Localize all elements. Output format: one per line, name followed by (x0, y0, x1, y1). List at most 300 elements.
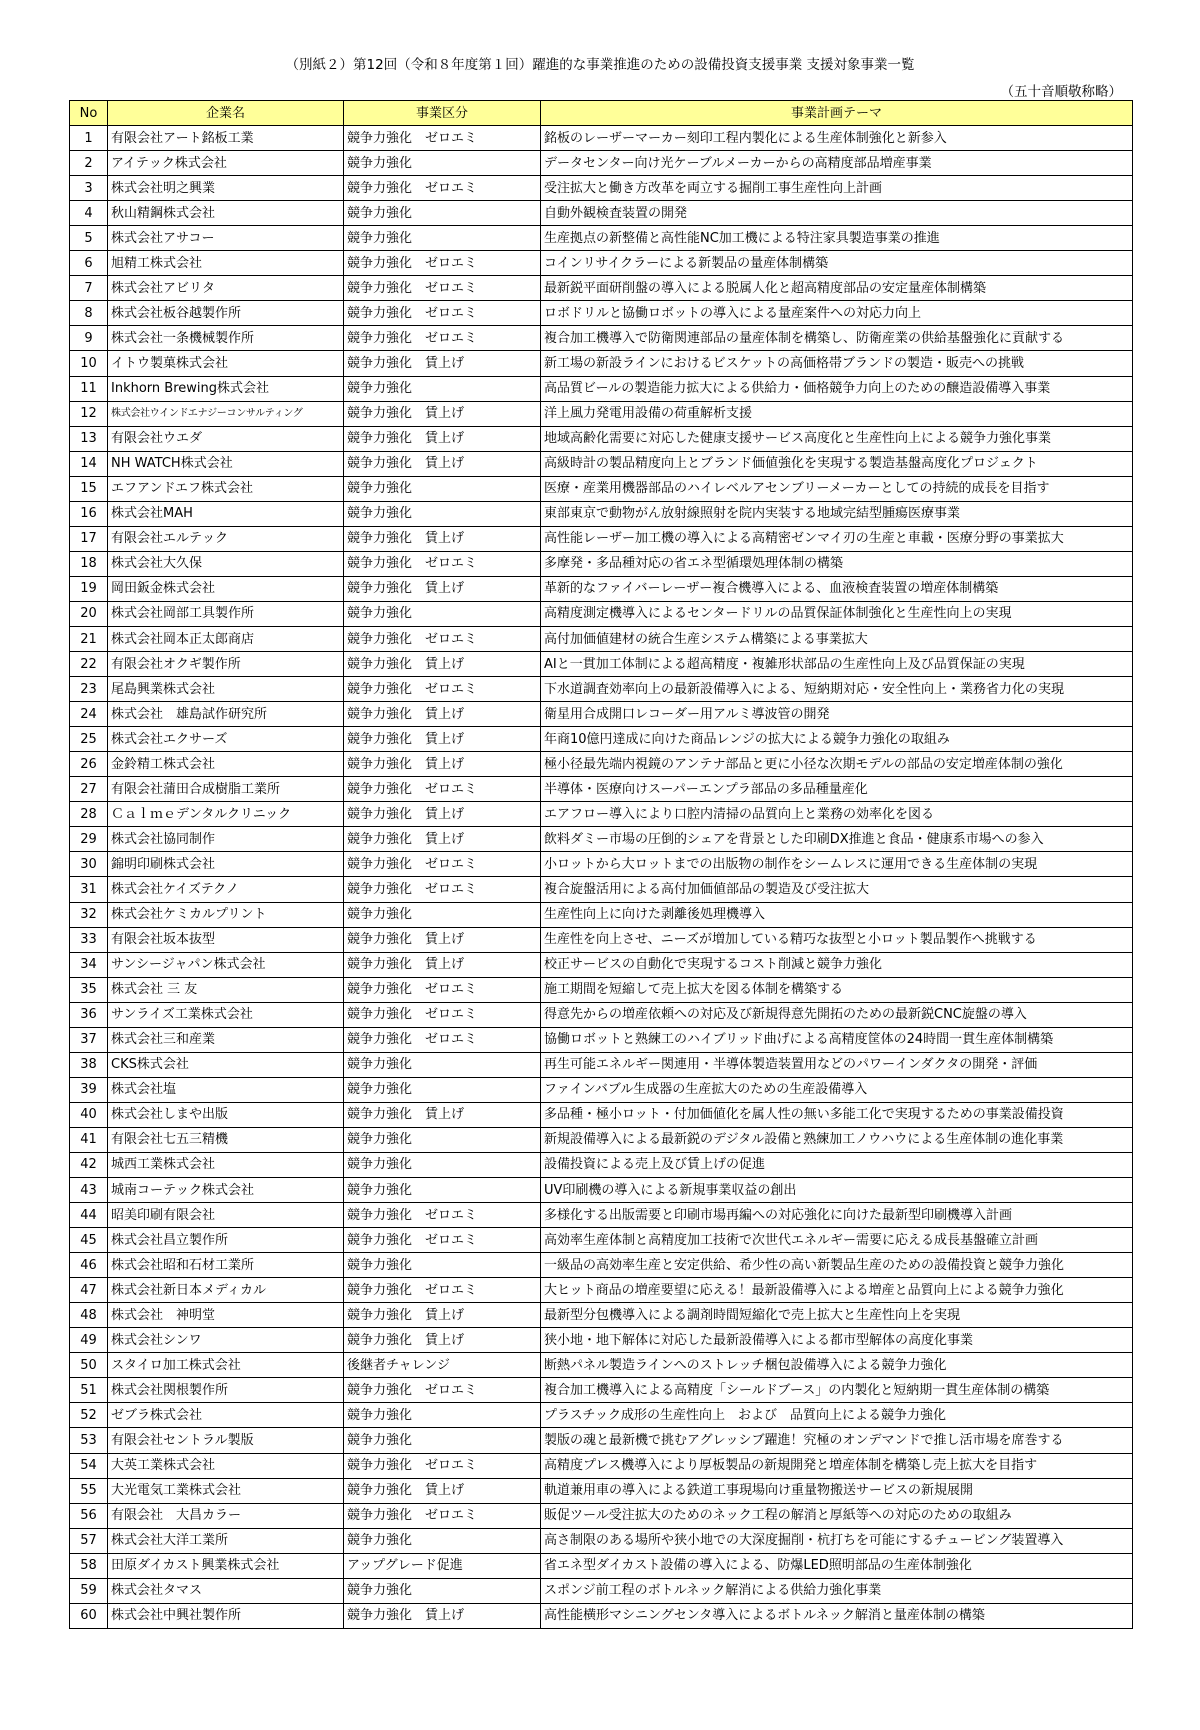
cell-theme: 多様化する出版需要と印刷市場再編への対応強化に向けた最新型印刷機導入計画 (541, 1203, 1133, 1228)
cell-theme: 受注拡大と働き方改革を両立する掘削工事生産性向上計画 (541, 176, 1133, 201)
cell-no: 32 (70, 902, 108, 927)
cell-theme: 高付加価値建材の統合生産システム構築による事業拡大 (541, 626, 1133, 651)
table-row (70, 1428, 1133, 1453)
cell-category: 競争力強化 賃上げ (344, 802, 541, 827)
cell-no: 48 (70, 1303, 108, 1328)
cell-theme: ロボドリルと協働ロボットの導入による量産案件への対応力向上 (541, 301, 1133, 326)
cell-no: 4 (70, 201, 108, 226)
cell-no: 15 (70, 476, 108, 501)
table-row (70, 802, 1133, 827)
cell-company: 株式会社昭和石材工業所 (108, 1253, 344, 1278)
cell-theme: 大ヒット商品の増産要望に応える！最新設備導入による増産と品質向上による競争力強化 (541, 1278, 1133, 1303)
table-row (70, 426, 1133, 451)
cell-category: 競争力強化 (344, 151, 541, 176)
table-row (70, 326, 1133, 351)
cell-category: 競争力強化 (344, 1052, 541, 1077)
cell-company: 大光電気工業株式会社 (108, 1478, 344, 1503)
cell-category: 競争力強化 (344, 1428, 541, 1453)
cell-theme: 複合加工機導入で防衛関連部品の量産体制を構築し、防衛産業の供給基盤強化に貢献する (541, 326, 1133, 351)
cell-theme: 省エネ型ダイカスト設備の導入による、防爆LED照明部品の生産体制強化 (541, 1553, 1133, 1578)
cell-no: 2 (70, 151, 108, 176)
cell-category: 競争力強化 (344, 226, 541, 251)
cell-category: 競争力強化 賃上げ (344, 1603, 541, 1628)
cell-category: 競争力強化 ゼロエミ (344, 551, 541, 576)
table-row (70, 476, 1133, 501)
cell-category: 競争力強化 賃上げ (344, 827, 541, 852)
table-row (70, 451, 1133, 476)
table-row (70, 827, 1133, 852)
cell-category: 競争力強化 ゼロエミ (344, 126, 541, 151)
cell-theme: 軌道兼用車の導入による鉄道工事現場向け重量物搬送サービスの新規展開 (541, 1478, 1133, 1503)
cell-company: 株式会社ケイズテクノ (108, 877, 344, 902)
cell-company: 有限会社蒲田合成樹脂工業所 (108, 777, 344, 802)
cell-no: 35 (70, 977, 108, 1002)
cell-company: Ｃａｌｍｅデンタルクリニック (108, 802, 344, 827)
table-row (70, 1127, 1133, 1152)
cell-category: 競争力強化 (344, 1528, 541, 1553)
cell-category: 競争力強化 ゼロエミ (344, 777, 541, 802)
cell-no: 27 (70, 777, 108, 802)
cell-no: 45 (70, 1228, 108, 1253)
cell-theme: プラスチック成形の生産性向上 および 品質向上による競争力強化 (541, 1403, 1133, 1428)
cell-category: 競争力強化 ゼロエミ (344, 176, 541, 201)
table-row (70, 626, 1133, 651)
table-row (70, 902, 1133, 927)
cell-theme: スポンジ前工程のボトルネック解消による供給力強化事業 (541, 1578, 1133, 1603)
cell-no: 24 (70, 702, 108, 727)
cell-theme: UV印刷機の導入による新規事業収益の創出 (541, 1178, 1133, 1203)
cell-category: 競争力強化 ゼロエミ (344, 626, 541, 651)
cell-company: 有限会社坂本抜型 (108, 927, 344, 952)
cell-category: 競争力強化 ゼロエミ (344, 877, 541, 902)
cell-theme: 最新鋭平面研削盤の導入による脱属人化と超高精度部品の安定量産体制構築 (541, 276, 1133, 301)
cell-no: 12 (70, 401, 108, 426)
cell-category: 競争力強化 ゼロエミ (344, 276, 541, 301)
table-row (70, 877, 1133, 902)
cell-company: サンライズ工業株式会社 (108, 1002, 344, 1027)
cell-category: 競争力強化 (344, 1077, 541, 1102)
cell-category: 競争力強化 ゼロエミ (344, 326, 541, 351)
cell-category: 競争力強化 ゼロエミ (344, 1002, 541, 1027)
cell-category: 競争力強化 (344, 1253, 541, 1278)
cell-category: 競争力強化 (344, 201, 541, 226)
cell-category: 競争力強化 賃上げ (344, 952, 541, 977)
cell-no: 36 (70, 1002, 108, 1027)
cell-company: 株式会社塩 (108, 1077, 344, 1102)
cell-theme: 多品種・極小ロット・付加価値化を属人性の無い多能工化で実現するための事業設備投資 (541, 1102, 1133, 1127)
cell-category: 競争力強化 賃上げ (344, 401, 541, 426)
table-row (70, 151, 1133, 176)
cell-category: アップグレード促進 (344, 1553, 541, 1578)
cell-category: 競争力強化 賃上げ (344, 1328, 541, 1353)
cell-no: 9 (70, 326, 108, 351)
cell-no: 1 (70, 126, 108, 151)
cell-theme: 東部東京で動物がん放射線照射を院内実装する地域完結型腫瘍医療事業 (541, 501, 1133, 526)
cell-no: 28 (70, 802, 108, 827)
cell-category: 競争力強化 (344, 1152, 541, 1177)
table-row (70, 1453, 1133, 1478)
cell-no: 41 (70, 1127, 108, 1152)
table-row (70, 652, 1133, 677)
cell-company: 有限会社アート銘板工業 (108, 126, 344, 151)
cell-no: 8 (70, 301, 108, 326)
table-row (70, 301, 1133, 326)
table-row (70, 1603, 1133, 1628)
cell-company: 有限会社セントラル製版 (108, 1428, 344, 1453)
cell-theme: 極小径最先端内視鏡のアンテナ部品と更に小径な次期モデルの部品の安定増産体制の強化 (541, 752, 1133, 777)
cell-category: 競争力強化 (344, 376, 541, 401)
cell-company: スタイロ加工株式会社 (108, 1353, 344, 1378)
cell-no: 25 (70, 727, 108, 752)
cell-no: 17 (70, 526, 108, 551)
cell-company: 株式会社大久保 (108, 551, 344, 576)
cell-theme: 高性能レーザー加工機の導入による高精密ゼンマイ刃の生産と車載・医療分野の事業拡大 (541, 526, 1133, 551)
cell-no: 54 (70, 1453, 108, 1478)
cell-company: 有限会社エルテック (108, 526, 344, 551)
cell-company: 株式会社 神明堂 (108, 1303, 344, 1328)
cell-category: 競争力強化 (344, 1403, 541, 1428)
table-row (70, 977, 1133, 1002)
cell-theme: 高精度測定機導入によるセンタードリルの品質保証体制強化と生産性向上の実現 (541, 601, 1133, 626)
cell-company: 株式会社しまや出版 (108, 1102, 344, 1127)
table-row (70, 677, 1133, 702)
cell-theme: 生産性向上に向けた剥離後処理機導入 (541, 902, 1133, 927)
cell-theme: 高精度プレス機導入により厚板製品の新規開発と増産体制を構築し売上拡大を目指す (541, 1453, 1133, 1478)
cell-no: 51 (70, 1378, 108, 1403)
cell-theme: 校正サービスの自動化で実現するコスト削減と競争力強化 (541, 952, 1133, 977)
cell-company: 株式会社岡本正太郎商店 (108, 626, 344, 651)
cell-theme: 新規設備導入による最新鋭のデジタル設備と熟練加工ノウハウによる生産体制の進化事業 (541, 1127, 1133, 1152)
cell-company: イトウ製菓株式会社 (108, 351, 344, 376)
table-row (70, 401, 1133, 426)
cell-no: 46 (70, 1253, 108, 1278)
cell-company: 株式会社昌立製作所 (108, 1228, 344, 1253)
cell-no: 7 (70, 276, 108, 301)
cell-theme: 小ロットから大ロットまでの出版物の制作をシームレスに運用できる生産体制の実現 (541, 852, 1133, 877)
table-row (70, 551, 1133, 576)
cell-company: 株式会社シンワ (108, 1328, 344, 1353)
table-row (70, 201, 1133, 226)
cell-company: アイテック株式会社 (108, 151, 344, 176)
cell-no: 33 (70, 927, 108, 952)
cell-category: 競争力強化 賃上げ (344, 1102, 541, 1127)
table-row (70, 501, 1133, 526)
cell-no: 40 (70, 1102, 108, 1127)
cell-category: 競争力強化 (344, 601, 541, 626)
cell-company: エフアンドエフ株式会社 (108, 476, 344, 501)
cell-company: 秋山精鋼株式会社 (108, 201, 344, 226)
cell-company: 株式会社一条機械製作所 (108, 326, 344, 351)
cell-company: 株式会社協同制作 (108, 827, 344, 852)
cell-category: 競争力強化 ゼロエミ (344, 852, 541, 877)
cell-no: 34 (70, 952, 108, 977)
table-row (70, 176, 1133, 201)
cell-no: 14 (70, 451, 108, 476)
cell-company: 株式会社ケミカルプリント (108, 902, 344, 927)
header-company: 企業名 (108, 101, 344, 126)
cell-theme: 再生可能エネルギー関連用・半導体製造装置用などのパワーインダクタの開発・評価 (541, 1052, 1133, 1077)
cell-company: 金鈴精工株式会社 (108, 752, 344, 777)
header-category: 事業区分 (344, 101, 541, 126)
cell-no: 26 (70, 752, 108, 777)
cell-theme: 半導体・医療向けスーパーエンプラ部品の多品種量産化 (541, 777, 1133, 802)
cell-theme: 高品質ビールの製造能力拡大による供給力・価格競争力向上のための醸造設備導入事業 (541, 376, 1133, 401)
cell-category: 競争力強化 賃上げ (344, 927, 541, 952)
cell-no: 44 (70, 1203, 108, 1228)
cell-theme: 複合旋盤活用による高付加価値部品の製造及び受注拡大 (541, 877, 1133, 902)
cell-company: サンシージャパン株式会社 (108, 952, 344, 977)
cell-category: 競争力強化 ゼロエミ (344, 251, 541, 276)
cell-category: 競争力強化 賃上げ (344, 702, 541, 727)
cell-company: 株式会社中興社製作所 (108, 1603, 344, 1628)
cell-theme: 生産性を向上させ、ニーズが増加している精巧な抜型と小ロット製品製作へ挑戦する (541, 927, 1133, 952)
cell-no: 50 (70, 1353, 108, 1378)
table-row (70, 1278, 1133, 1303)
table-row (70, 752, 1133, 777)
header-no: No (70, 101, 108, 126)
cell-theme: 衛星用合成開口レコーダー用アルミ導波管の開発 (541, 702, 1133, 727)
cell-company: 株式会社MAH (108, 501, 344, 526)
support-target-table (69, 100, 1133, 1629)
cell-theme: 複合加工機導入による高精度「シールドブース」の内製化と短納期一貫生産体制の構築 (541, 1378, 1133, 1403)
table-row (70, 1203, 1133, 1228)
table-row (70, 1228, 1133, 1253)
cell-company: 株式会社関根製作所 (108, 1378, 344, 1403)
cell-company: 株式会社 雄島試作研究所 (108, 702, 344, 727)
cell-no: 20 (70, 601, 108, 626)
header-theme: 事業計画テーマ (541, 101, 1133, 126)
table-row (70, 1002, 1133, 1027)
cell-company: 有限会社ウエダ (108, 426, 344, 451)
table-row (70, 1077, 1133, 1102)
table-row (70, 1553, 1133, 1578)
cell-no: 19 (70, 576, 108, 601)
cell-company: Inkhorn Brewing株式会社 (108, 376, 344, 401)
cell-company: 株式会社板谷越製作所 (108, 301, 344, 326)
table-row (70, 1328, 1133, 1353)
cell-no: 22 (70, 652, 108, 677)
cell-no: 49 (70, 1328, 108, 1353)
cell-no: 6 (70, 251, 108, 276)
cell-no: 59 (70, 1578, 108, 1603)
cell-no: 11 (70, 376, 108, 401)
cell-category: 競争力強化 (344, 1578, 541, 1603)
cell-no: 56 (70, 1503, 108, 1528)
cell-category: 競争力強化 (344, 902, 541, 927)
cell-theme: 年商10億円達成に向けた商品レンジの拡大による競争力強化の取組み (541, 727, 1133, 752)
cell-company: 岡田鈑金株式会社 (108, 576, 344, 601)
cell-theme: 生産拠点の新整備と高性能NC加工機による特注家具製造事業の推進 (541, 226, 1133, 251)
cell-category: 競争力強化 賃上げ (344, 426, 541, 451)
cell-company: 大英工業株式会社 (108, 1453, 344, 1478)
cell-company: 昭美印刷有限会社 (108, 1203, 344, 1228)
cell-company: 株式会社 三 友 (108, 977, 344, 1002)
cell-company: 株式会社新日本メディカル (108, 1278, 344, 1303)
cell-no: 37 (70, 1027, 108, 1052)
cell-no: 30 (70, 852, 108, 877)
cell-company: 有限会社オクギ製作所 (108, 652, 344, 677)
cell-category: 競争力強化 賃上げ (344, 576, 541, 601)
cell-company: 城西工業株式会社 (108, 1152, 344, 1177)
cell-company: 尾島興業株式会社 (108, 677, 344, 702)
cell-category: 競争力強化 ゼロエミ (344, 301, 541, 326)
cell-theme: 洋上風力発電用設備の荷重解析支援 (541, 401, 1133, 426)
table-row (70, 276, 1133, 301)
cell-no: 18 (70, 551, 108, 576)
table-row (70, 1353, 1133, 1378)
table-row (70, 1178, 1133, 1203)
cell-no: 43 (70, 1178, 108, 1203)
table-row (70, 852, 1133, 877)
cell-theme: データセンター向け光ケーブルメーカーからの高精度部品増産事業 (541, 151, 1133, 176)
cell-category: 競争力強化 賃上げ (344, 351, 541, 376)
cell-theme: 新工場の新設ラインにおけるビスケットの高価格帯ブランドの製造・販売への挑戦 (541, 351, 1133, 376)
cell-theme: 銘板のレーザーマーカー刻印工程内製化による生産体制強化と新参入 (541, 126, 1133, 151)
table-row (70, 576, 1133, 601)
cell-category: 後継者チャレンジ (344, 1353, 541, 1378)
cell-category: 競争力強化 (344, 501, 541, 526)
table-header-row (70, 101, 1133, 126)
cell-company: 株式会社三和産業 (108, 1027, 344, 1052)
table-row (70, 702, 1133, 727)
cell-no: 60 (70, 1603, 108, 1628)
cell-theme: 狭小地・地下解体に対応した最新設備導入による都市型解体の高度化事業 (541, 1328, 1133, 1353)
cell-no: 57 (70, 1528, 108, 1553)
cell-theme: 自動外観検査装置の開発 (541, 201, 1133, 226)
cell-theme: 飲料ダミー市場の圧倒的シェアを背景とした印刷DX推進と食品・健康系市場への参入 (541, 827, 1133, 852)
cell-no: 58 (70, 1553, 108, 1578)
table-row (70, 777, 1133, 802)
cell-no: 16 (70, 501, 108, 526)
cell-category: 競争力強化 賃上げ (344, 752, 541, 777)
cell-company: 旭精工株式会社 (108, 251, 344, 276)
cell-theme: 高効率生産体制と高精度加工技術で次世代エネルギー需要に応える成長基盤確立計画 (541, 1228, 1133, 1253)
table-row (70, 1478, 1133, 1503)
cell-no: 5 (70, 226, 108, 251)
table-row (70, 1578, 1133, 1603)
table-row (70, 1303, 1133, 1328)
table-row (70, 1528, 1133, 1553)
table-row (70, 601, 1133, 626)
cell-theme: 設備投資による売上及び賃上げの促進 (541, 1152, 1133, 1177)
cell-company: ゼブラ株式会社 (108, 1403, 344, 1428)
cell-theme: 最新型分包機導入による調剤時間短縮化で売上拡大と生産性向上を実現 (541, 1303, 1133, 1328)
cell-no: 39 (70, 1077, 108, 1102)
cell-no: 10 (70, 351, 108, 376)
cell-category: 競争力強化 賃上げ (344, 451, 541, 476)
cell-category: 競争力強化 ゼロエミ (344, 977, 541, 1002)
cell-no: 31 (70, 877, 108, 902)
cell-category: 競争力強化 ゼロエミ (344, 677, 541, 702)
cell-theme: 施工期間を短縮して売上拡大を図る体制を構築する (541, 977, 1133, 1002)
table-row (70, 1027, 1133, 1052)
table-row (70, 251, 1133, 276)
cell-no: 55 (70, 1478, 108, 1503)
table-row (70, 351, 1133, 376)
cell-theme: 高さ制限のある場所や狭小地での大深度掘削・杭打ちを可能にするチュービング装置導入 (541, 1528, 1133, 1553)
table-row (70, 1403, 1133, 1428)
cell-no: 29 (70, 827, 108, 852)
table-row (70, 226, 1133, 251)
cell-theme: コインリサイクラーによる新製品の量産体制構築 (541, 251, 1133, 276)
table-row (70, 376, 1133, 401)
table-row (70, 1378, 1133, 1403)
cell-theme: 得意先からの増産依頼への対応及び新規得意先開拓のための最新鋭CNC旋盤の導入 (541, 1002, 1133, 1027)
cell-company: 株式会社岡部工具製作所 (108, 601, 344, 626)
cell-category: 競争力強化 賃上げ (344, 727, 541, 752)
cell-no: 38 (70, 1052, 108, 1077)
cell-company: 有限会社七五三精機 (108, 1127, 344, 1152)
cell-theme: エアフロー導入により口腔内清掃の品質向上と業務の効率化を図る (541, 802, 1133, 827)
cell-no: 47 (70, 1278, 108, 1303)
table-row (70, 952, 1133, 977)
cell-theme: 協働ロボットと熟練工のハイブリッド曲げによる高精度筐体の24時間一貫生産体制構築 (541, 1027, 1133, 1052)
sort-note: （五十音順敬称略） (1000, 84, 1122, 100)
cell-company: 株式会社アサコー (108, 226, 344, 251)
cell-company: 城南コーテック株式会社 (108, 1178, 344, 1203)
cell-company: 錦明印刷株式会社 (108, 852, 344, 877)
cell-theme: 医療・産業用機器部品のハイレベルアセンブリーメーカーとしての持続的成長を目指す (541, 476, 1133, 501)
cell-no: 52 (70, 1403, 108, 1428)
table-row (70, 526, 1133, 551)
cell-company: NH WATCH株式会社 (108, 451, 344, 476)
cell-theme: 販促ツール受注拡大のためのネック工程の解消と厚紙等への対応のための取組み (541, 1503, 1133, 1528)
cell-category: 競争力強化 (344, 1127, 541, 1152)
page-title: （別紙２）第12回（令和８年度第１回）躍進的な事業推進のための設備投資支援事業 支援対象事業一覧 (285, 57, 915, 73)
cell-category: 競争力強化 ゼロエミ (344, 1027, 541, 1052)
cell-theme: 一級品の高効率生産と安定供給、希少性の高い新製品生産のための設備投資と競争力強化 (541, 1253, 1133, 1278)
cell-no: 21 (70, 626, 108, 651)
cell-company: 株式会社大洋工業所 (108, 1528, 344, 1553)
cell-company: 株式会社ウインドエナジーコンサルティング (108, 401, 344, 426)
cell-category: 競争力強化 ゼロエミ (344, 1203, 541, 1228)
table-row (70, 927, 1133, 952)
table-row (70, 1102, 1133, 1127)
cell-theme: 高性能横形マシニングセンタ導入によるボトルネック解消と量産体制の構築 (541, 1603, 1133, 1628)
cell-theme: 下水道調査効率向上の最新設備導入による、短納期対応・安全性向上・業務省力化の実現 (541, 677, 1133, 702)
table-row (70, 126, 1133, 151)
cell-company: 株式会社アビリタ (108, 276, 344, 301)
cell-company: 株式会社エクサーズ (108, 727, 344, 752)
cell-no: 53 (70, 1428, 108, 1453)
cell-category: 競争力強化 ゼロエミ (344, 1278, 541, 1303)
cell-no: 23 (70, 677, 108, 702)
cell-theme: 地域高齢化需要に対応した健康支援サービス高度化と生産性向上による競争力強化事業 (541, 426, 1133, 451)
cell-no: 42 (70, 1152, 108, 1177)
cell-theme: 革新的なファイバーレーザー複合機導入による、血液検査装置の増産体制構築 (541, 576, 1133, 601)
cell-theme: 製版の魂と最新機で挑むアグレッシブ躍進！究極のオンデマンドで推し活市場を席巻する (541, 1428, 1133, 1453)
cell-company: 株式会社タマス (108, 1578, 344, 1603)
cell-company: CKS株式会社 (108, 1052, 344, 1077)
cell-category: 競争力強化 ゼロエミ (344, 1503, 541, 1528)
table-row (70, 1052, 1133, 1077)
cell-category: 競争力強化 (344, 476, 541, 501)
cell-company: 有限会社 大昌カラー (108, 1503, 344, 1528)
cell-no: 13 (70, 426, 108, 451)
cell-theme: 高級時計の製品精度向上とブランド価値強化を実現する製造基盤高度化プロジェクト (541, 451, 1133, 476)
cell-category: 競争力強化 (344, 1178, 541, 1203)
cell-category: 競争力強化 ゼロエミ (344, 1378, 541, 1403)
cell-theme: AIと一貫加工体制による超高精度・複雑形状部品の生産性向上及び品質保証の実現 (541, 652, 1133, 677)
cell-company: 株式会社明之興業 (108, 176, 344, 201)
table-row (70, 1253, 1133, 1278)
cell-category: 競争力強化 ゼロエミ (344, 1453, 541, 1478)
cell-no: 3 (70, 176, 108, 201)
cell-theme: ファインバブル生成器の生産拡大のための生産設備導入 (541, 1077, 1133, 1102)
table-row (70, 727, 1133, 752)
table-row (70, 1152, 1133, 1177)
cell-theme: 断熱パネル製造ラインへのストレッチ梱包設備導入による競争力強化 (541, 1353, 1133, 1378)
